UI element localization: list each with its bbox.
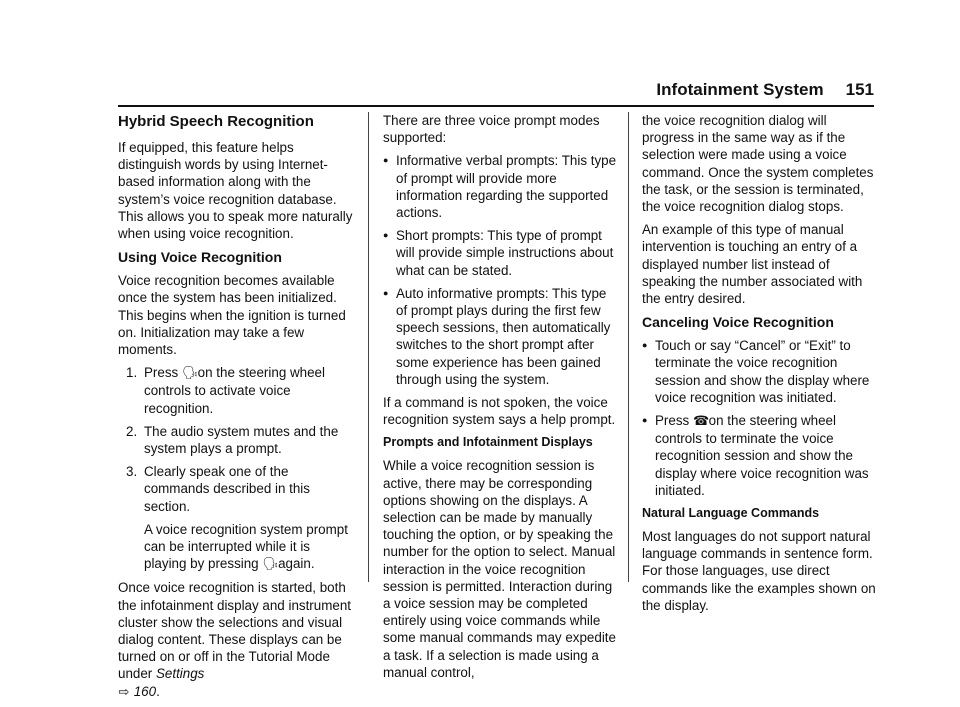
step-text: Clearly speak one of the commands described in this section.: [144, 464, 310, 514]
step-text: The audio system mutes and the system plays a prompt.: [144, 423, 339, 457]
once-text: Once voice recognition is started, both the infotainment display and instrument cluster show the selections and visual dialog content. These displays can be turned on or off in the Tutorial Mode under: [118, 580, 351, 682]
page-number: 151: [845, 80, 874, 99]
bullet-item: ● Informative verbal prompts: This type of prompt will provide more information regarding the supported actions.: [383, 152, 619, 221]
paragraph-session: While a voice recognition session is active, there may be corresponding options showing on the displays. A selection can be made by manually touching the option, or by speaking the number for the option to select. Manual interaction in the voice recognition session is permitted. Interaction during a voice session may be completed entirely using voice commands while some manual commands may expedite a task. If a selection is made using a manual control,: [383, 458, 616, 680]
column-divider: [368, 112, 369, 582]
section-title: Infotainment System: [656, 80, 824, 99]
bullet-item: ● Short prompts: This type of prompt will provide simple instructions about what can be stated.: [383, 227, 619, 279]
bullet-item: [642, 412, 876, 499]
heading-prompts-displays: Prompts and Infotainment Displays: [383, 435, 593, 450]
paragraph-example: An example of this type of manual intervention is touching an entry of a displayed number list instead of speaking the number associated with the entry desired.: [642, 222, 863, 307]
step-number: 3.: [126, 464, 138, 480]
paragraph-progress: the voice recognition dialog will progress in the same way as if the selection were made using a voice command. Once the system completes the task, or the session is terminated, the voice recognition dialog stops.: [642, 113, 874, 215]
paragraph-help-prompt: If a command is not spoken, the voice recognition system says a help prompt.: [383, 395, 616, 428]
step-item: [118, 364, 356, 417]
step-item: [118, 463, 356, 515]
column-divider: [628, 112, 629, 582]
step-number: 2.: [126, 423, 138, 439]
settings-reference[interactable]: Settings: [155, 666, 205, 682]
heading-hybrid-speech: Hybrid Speech Recognition: [118, 113, 314, 130]
note-text: again.: [274, 556, 315, 572]
bullet-text: on the steering wheel controls to terminate the voice recognition session and show the display where voice recognition was initiated.: [655, 413, 869, 498]
step-text: Press: [144, 365, 182, 381]
column-2: [383, 112, 619, 687]
bullet-text: Press: [655, 413, 693, 429]
prompt-modes-list: [383, 152, 619, 388]
column-3: [642, 112, 876, 620]
once-end: .: [156, 683, 160, 699]
heading-natural-language: Natural Language Commands: [642, 506, 820, 521]
paragraph-using: Voice recognition becomes available once the system has been initialized. This begins when the ignition is turned on. Initialization may take a few moments.: [118, 273, 346, 358]
bullet-item: ● Auto informative prompts: This type of prompt plays during the first few speech sessions, then automatically switches to the short prompt after some experience has been gained through using the system.: [383, 285, 619, 388]
step-item: [118, 423, 356, 457]
steps-list: [118, 364, 356, 515]
paragraph-natural: Most languages do not support natural language commands in sentence form. For those languages, use direct commands like the examples shown on the display.: [642, 529, 876, 613]
paragraph-hybrid: If equipped, this feature helps distinguish words by using Internet-based information along with the system’s voice recognition database. This allows you to speak more naturally when using voice recognition.: [118, 140, 353, 242]
paragraph-once: [118, 579, 356, 700]
note-text: A voice recognition system prompt can be interrupted while it is playing by pressing: [144, 521, 348, 572]
step-text: on the steering wheel controls to activate voice recognition.: [144, 365, 325, 416]
heading-using-voice: Using Voice Recognition: [118, 249, 282, 266]
paragraph-modes: There are three voice prompt modes supported:: [383, 113, 600, 146]
step-number: 1.: [126, 365, 138, 381]
voice-talk-icon: 🗣: [262, 557, 279, 573]
bullet-item: ● Touch or say “Cancel” or “Exit” to terminate the voice recognition session and show the display where voice recognition was initiated.: [642, 337, 876, 406]
cancel-list: [642, 337, 876, 499]
page-header: [656, 80, 874, 100]
page-reference-number[interactable]: 160: [133, 683, 157, 699]
header-rule: [118, 105, 874, 107]
page-reference-icon: ⇨: [118, 684, 130, 700]
voice-talk-icon: 🗣: [181, 366, 199, 382]
column-1: [118, 112, 356, 707]
heading-canceling: Canceling Voice Recognition: [642, 314, 834, 331]
end-call-icon: ☎: [692, 414, 710, 430]
step3-note: [118, 521, 356, 574]
